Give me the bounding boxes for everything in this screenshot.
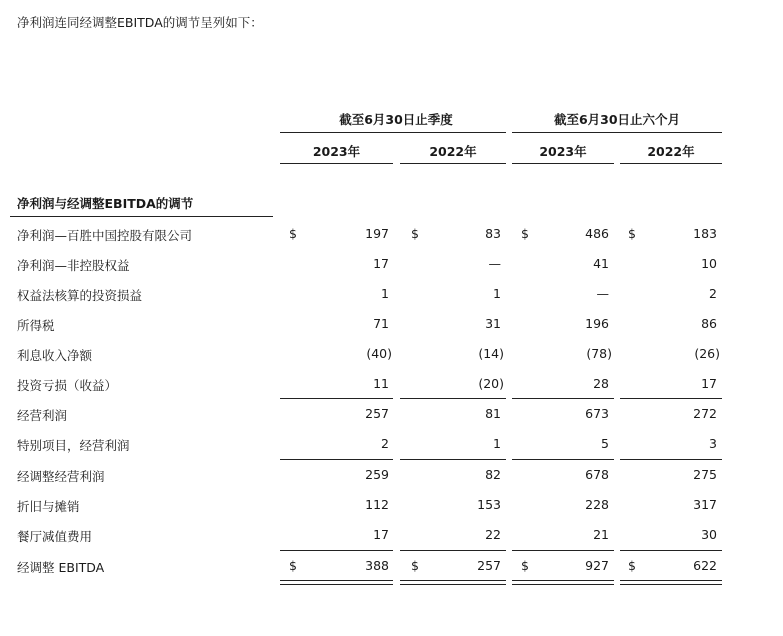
value-cell: 196 (585, 316, 609, 331)
subtotal-rule (512, 398, 614, 399)
currency-symbol: $ (628, 226, 636, 241)
year-header: 2023年 (312, 144, 361, 159)
currency-symbol: $ (289, 226, 297, 241)
row-label: 折旧与摊销 (17, 499, 80, 514)
currency-symbol: $ (411, 226, 419, 241)
value-cell: 317 (693, 497, 717, 512)
value-cell: (26) (694, 346, 720, 361)
total-double-rule (280, 580, 393, 585)
row-label: 净利润—非控股权益 (17, 258, 130, 273)
value-cell: 31 (485, 316, 501, 331)
value-cell: 927 (585, 558, 609, 573)
value-cell: 86 (701, 316, 717, 331)
value-cell: 17 (373, 527, 389, 542)
value-cell: 257 (365, 406, 389, 421)
year-header: 2022年 (647, 144, 695, 159)
value-cell: 21 (593, 527, 609, 542)
value-cell: 82 (485, 467, 501, 482)
row-label: 投资亏损（收益） (17, 378, 118, 393)
subtotal-rule (620, 398, 722, 399)
value-cell: 2 (381, 436, 389, 451)
subtotal-rule (512, 459, 614, 460)
value-cell: (20) (478, 376, 504, 391)
value-cell: 81 (485, 406, 501, 421)
value-cell: 197 (365, 226, 389, 241)
value-cell: 228 (585, 497, 609, 512)
header-six-months: 截至6月30日止六个月 (553, 112, 681, 127)
total-rule (512, 550, 614, 551)
row-label: 特别项目，经营利润 (17, 438, 130, 453)
subtotal-rule (280, 459, 393, 460)
year-rule (512, 163, 614, 164)
value-cell: 41 (593, 256, 609, 271)
value-cell: 3 (709, 436, 717, 451)
value-cell: 22 (485, 527, 501, 542)
value-cell: 1 (493, 286, 501, 301)
value-cell: (14) (478, 346, 504, 361)
value-cell: 17 (373, 256, 389, 271)
header-rule (512, 132, 722, 133)
value-cell: 673 (585, 406, 609, 421)
total-double-rule (512, 580, 614, 585)
value-cell: 11 (373, 376, 389, 391)
value-cell: — (488, 256, 501, 271)
value-cell: 5 (601, 436, 609, 451)
value-cell: 10 (701, 256, 717, 271)
value-cell: 30 (701, 527, 717, 542)
year-rule (400, 163, 506, 164)
section-rule (10, 216, 273, 217)
value-cell: 678 (585, 467, 609, 482)
row-label: 经调整经营利润 (17, 469, 105, 484)
subtotal-rule (280, 398, 393, 399)
value-cell: 486 (585, 226, 609, 241)
row-label: 利息收入净额 (17, 348, 93, 363)
value-cell: — (596, 286, 609, 301)
value-cell: (78) (586, 346, 612, 361)
value-cell: 259 (365, 467, 389, 482)
value-cell: 272 (693, 406, 717, 421)
value-cell: 388 (365, 558, 389, 573)
row-label: 经调整 EBITDA (17, 560, 105, 575)
row-label: 所得税 (17, 318, 55, 333)
currency-symbol: $ (521, 226, 529, 241)
total-double-rule (620, 580, 722, 585)
value-cell: 257 (477, 558, 501, 573)
row-label: 权益法核算的投资损益 (17, 288, 143, 303)
subtotal-rule (620, 459, 722, 460)
currency-symbol: $ (521, 558, 529, 573)
year-rule (280, 163, 393, 164)
value-cell: 1 (493, 436, 501, 451)
total-rule (400, 550, 506, 551)
year-header: 2022年 (429, 144, 477, 159)
value-cell: 183 (693, 226, 717, 241)
currency-symbol: $ (289, 558, 297, 573)
value-cell: 1 (381, 286, 389, 301)
value-cell: 28 (593, 376, 609, 391)
intro-text: 净利润连同经调整EBITDA的调节呈列如下： (17, 15, 263, 30)
section-title: 净利润与经调整EBITDA的调节 (17, 196, 194, 211)
year-header: 2023年 (539, 144, 587, 159)
total-double-rule (400, 580, 506, 585)
total-rule (280, 550, 393, 551)
subtotal-rule (400, 459, 506, 460)
value-cell: 17 (701, 376, 717, 391)
row-label: 餐厅减值费用 (17, 529, 93, 544)
currency-symbol: $ (411, 558, 419, 573)
header-quarter: 截至6月30日止季度 (339, 112, 453, 127)
subtotal-rule (400, 398, 506, 399)
value-cell: 153 (477, 497, 501, 512)
currency-symbol: $ (628, 558, 636, 573)
value-cell: 71 (373, 316, 389, 331)
value-cell: 112 (365, 497, 389, 512)
total-rule (620, 550, 722, 551)
value-cell: (40) (366, 346, 392, 361)
value-cell: 622 (693, 558, 717, 573)
row-label: 净利润—百胜中国控股有限公司 (17, 228, 193, 243)
value-cell: 275 (693, 467, 717, 482)
value-cell: 2 (709, 286, 717, 301)
header-rule (280, 132, 506, 133)
row-label: 经营利润 (17, 408, 68, 423)
year-rule (620, 163, 722, 164)
value-cell: 83 (485, 226, 501, 241)
